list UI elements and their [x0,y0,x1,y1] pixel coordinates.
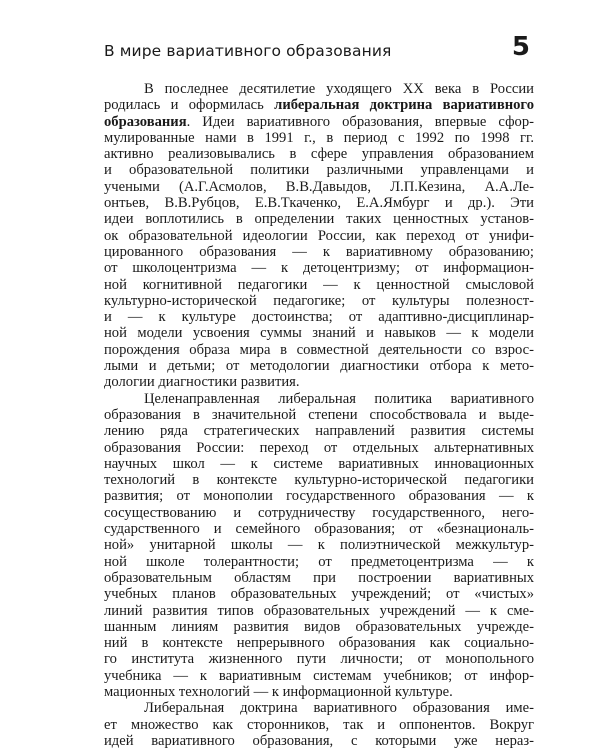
text-line: образования России: переход от отдельных альтернативных [104,439,534,456]
text-line: ет множество как сторонников, так и оппонентов. Вокруг [104,716,534,733]
bold-term-end: образования [104,113,187,130]
text-line: и — к культуре достоинства; от адаптивно-дисциплинар- [104,309,534,326]
text-line: развития; от монополии государственного образования — к [104,488,534,505]
text-line: порождения образа мира в совместной деятельности со взрос- [104,341,534,358]
page-number: 5 [511,32,530,62]
running-header-title: В мире вариативного образования [104,42,392,60]
text-line: Либеральная доктрина вариативного образования име- [144,700,534,717]
text-line: линий развития типов образовательных учреждений — к сме- [104,602,534,619]
paragraph-2 [104,391,534,701]
text-line: Целенаправленная либеральная политика вариативного [144,390,534,407]
text-line-with-bold [104,97,534,113]
text-line: шанным линиям развития видов образовательных учрежде- [104,618,534,635]
text-line: ок образовательной идеологии России, как переход от унифи- [104,227,534,244]
paragraph-1 [104,81,534,391]
text-line: от школоцентризма — к детоцентризму; от информацион- [104,260,534,277]
text-line-start: родилась и оформилась [104,97,275,114]
text-line: дологии диагностики развития. [104,374,300,391]
text-line: ной» унитарной школы — к полиэтнической межкультур- [104,537,534,554]
text-line-with-bold [104,114,534,130]
text-line: образовательным областям при построении вариативных [104,569,534,586]
text-line: го института жизненного пути личности; от монопольного [104,651,534,668]
text-line: и образовательной политики различными управленцами и [104,162,534,179]
text-line: учеными (А.Г.Асмолов, В.В.Давыдов, Л.П.Кезина, А.А.Ле- [104,178,534,195]
text-line: образования в значительной степени способствовала и выде- [104,406,534,423]
text-line: мационных технологий — к информационной культуре. [104,683,453,700]
running-header [104,32,534,66]
text-line: В последнее десятилетие уходящего XX века в России [144,81,534,97]
text-line: ной модели усвоения суммы знаний и навыков — к модели [104,325,534,342]
text-line: онтьев, В.В.Рубцов, Е.В.Ткаченко, Е.А.Ямбург и др.). Эти [104,195,534,212]
text-line: ной школе толерантности; от предметоцентризма — к [104,553,534,570]
text-line: технологий в контексте культурно-исторической педагогики [104,472,534,489]
text-line: культурно-исторической педагогике; от культуры полезност- [104,292,534,309]
text-line: учебника — к вариативным системам учебников; от инфор- [104,667,534,684]
text-line-rest: . Идеи вариативного образования, впервые сфор- [186,113,534,130]
text-line: лению ряда стратегических направлений развития системы [104,423,534,440]
text-line: лыми и детьми; от методологии диагностики отбора к мето- [104,358,534,375]
paragraph-3 [104,700,534,749]
text-line: сударственного и семейного образования; от «безнациональ- [104,521,534,538]
text-line: цированного образования — к вариативному образованию; [104,243,534,260]
text-line: идей вариативного образования, с которыми уже нераз- [104,732,534,749]
text-line: ной когнитивной педагогики — к ценностной смысловой [104,276,534,293]
text-line: активно реализовывались в сфере управления образованием [104,146,534,163]
bold-term: либеральная доктрина вариативного [274,97,534,114]
text-line: ний в контексте непрерывного образования как социально- [104,635,534,652]
text-line: научных школ — к системе вариативных инновационных [104,455,534,472]
text-line: учебных планов образовательных учреждений; от «чистых» [104,586,534,603]
body-text [104,81,534,749]
text-line: сосуществованию и сотрудничеству государственного, него- [104,504,534,521]
text-line: идеи воплотились в определении таких ценностных установ- [104,211,534,228]
text-line: мулированные нами в 1991 г., в период с 1992 по 1998 гг. [104,129,534,146]
